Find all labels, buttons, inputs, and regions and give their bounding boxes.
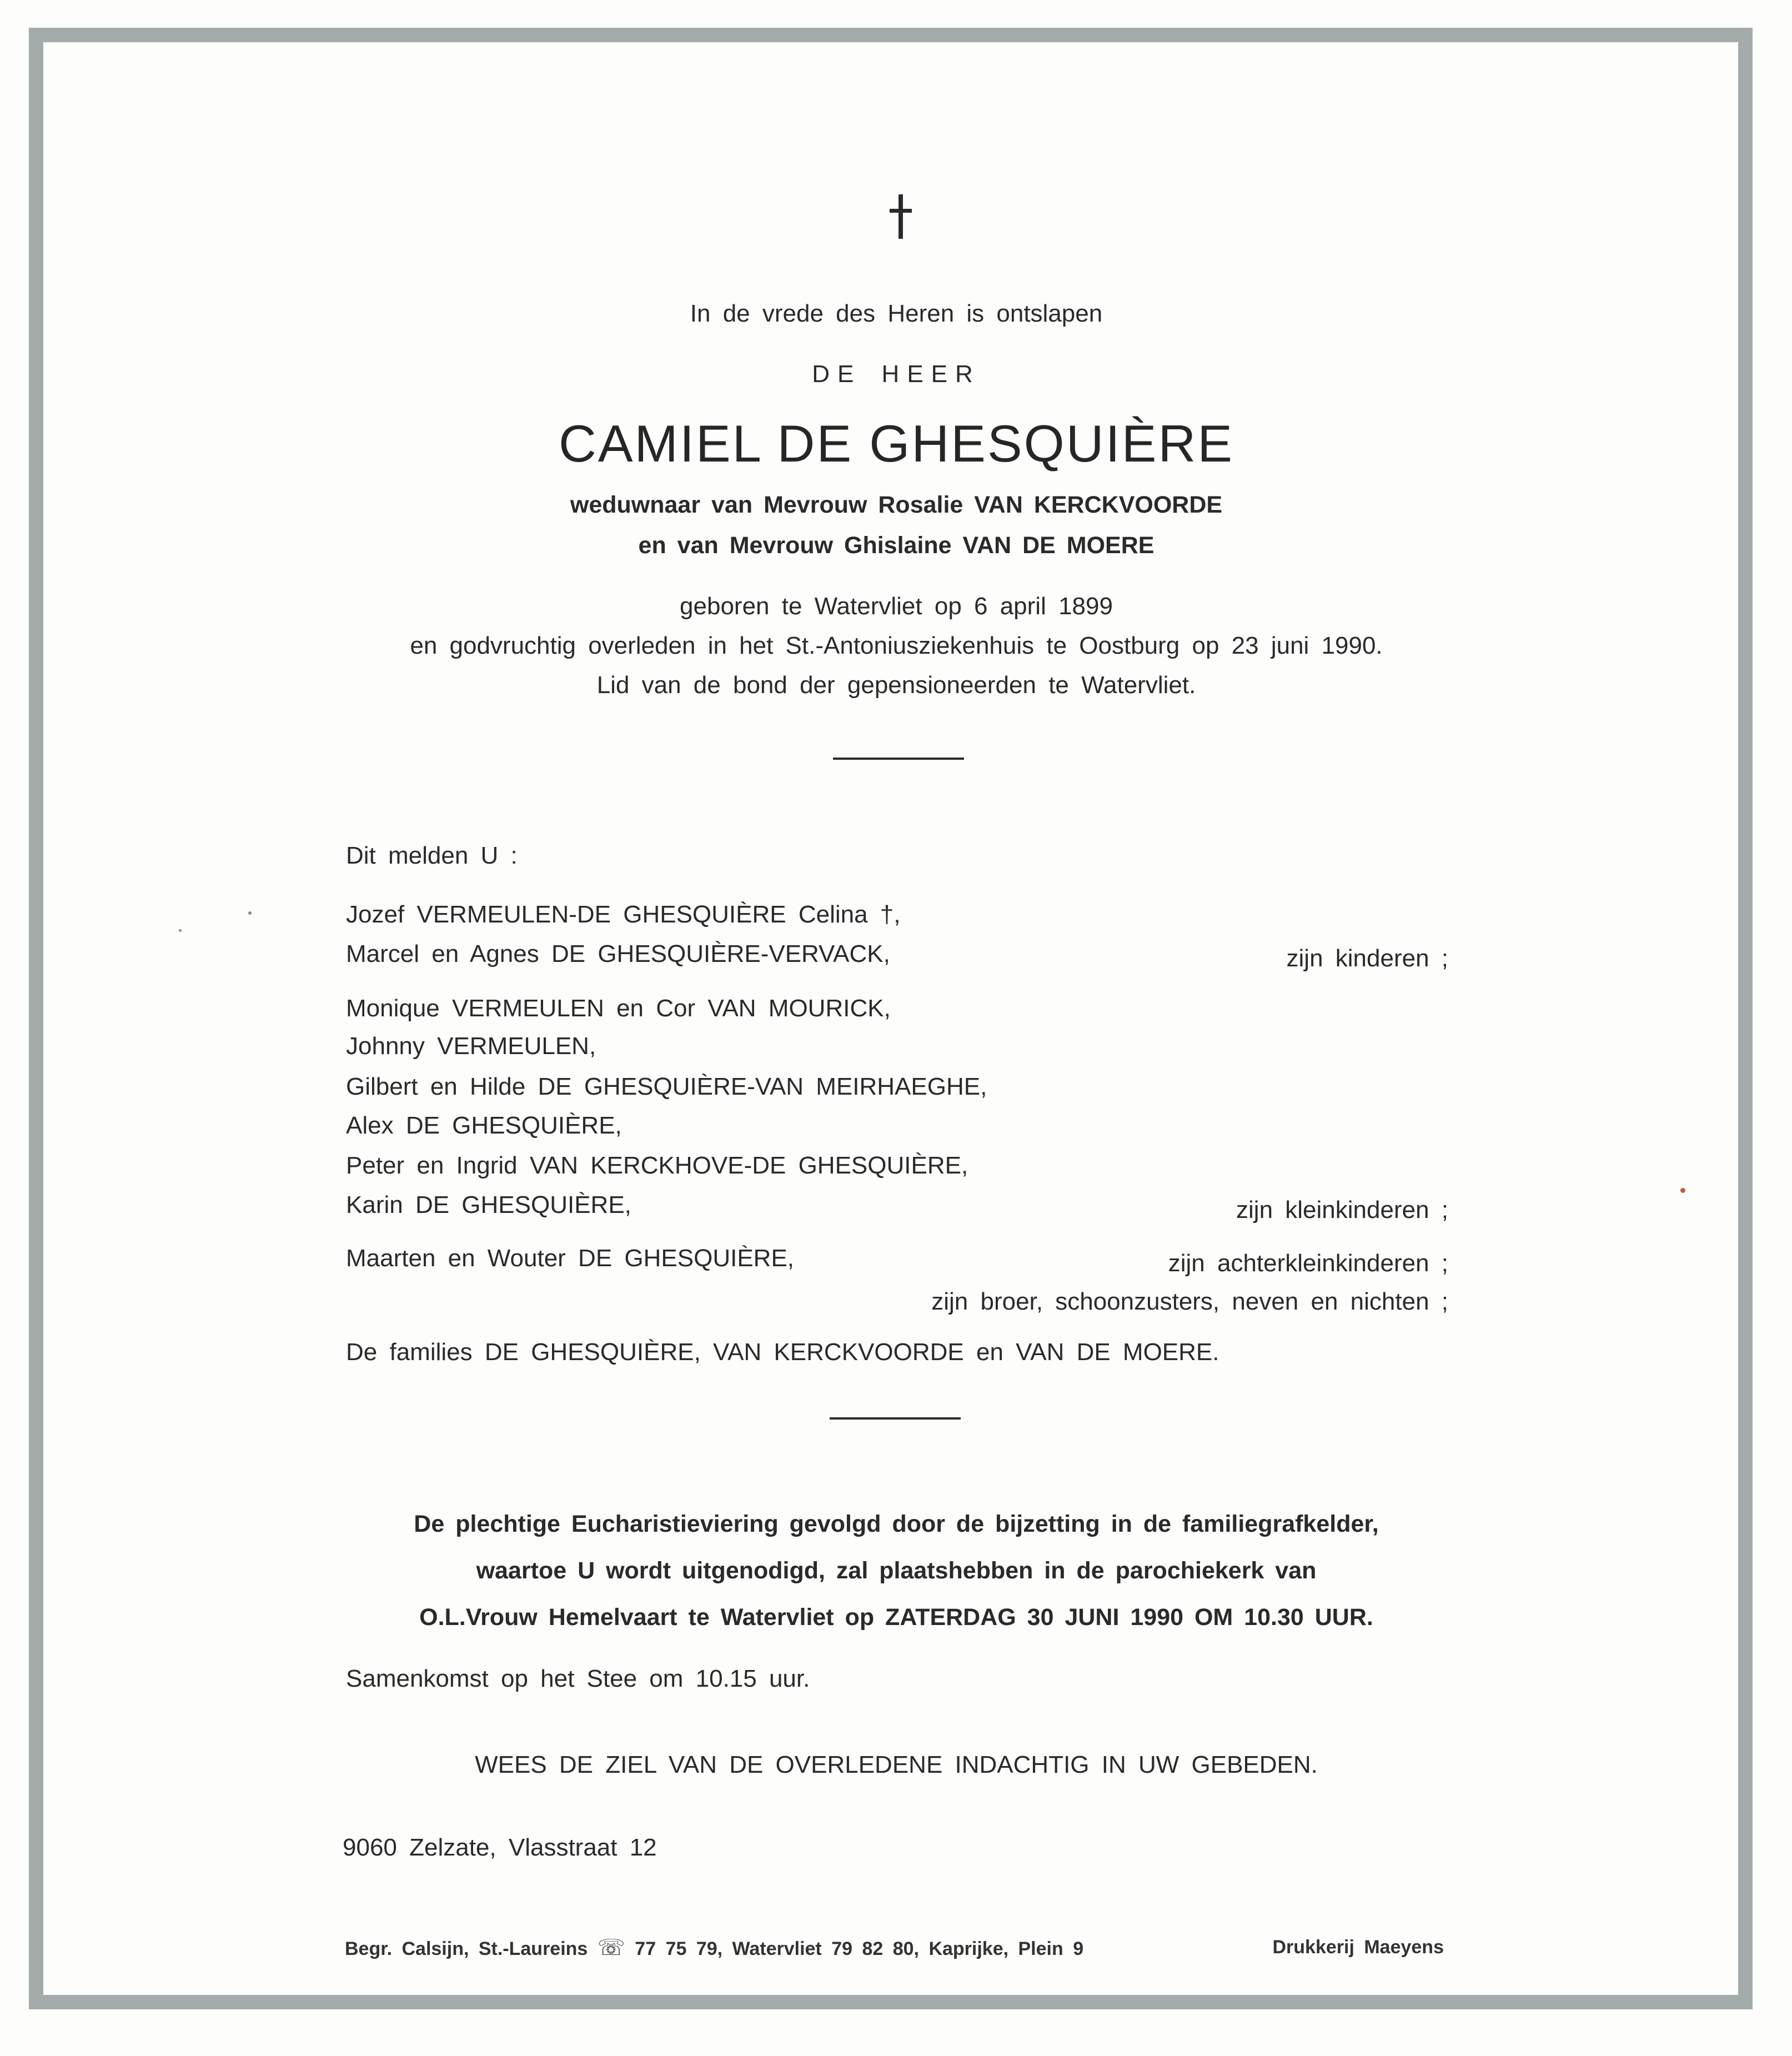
grandchild-entry: Karin DE GHESQUIÈRE, — [346, 1191, 631, 1218]
printer-credit: Drukkerij Maeyens — [1272, 1937, 1444, 1958]
announce-intro: Dit melden U : — [346, 842, 518, 869]
deceased-name: CAMIEL DE GHESQUIÈRE — [558, 414, 1234, 473]
children-label: zijn kinderen ; — [1286, 945, 1448, 972]
divider-bottom — [830, 1417, 961, 1420]
relatives-line: zijn broer, schoonzusters, neven en nichten ; — [931, 1288, 1448, 1315]
intro-line: In de vrede des Heren is ontslapen — [690, 300, 1103, 327]
grandchild-entry: Monique VERMEULEN en Cor VAN MOURICK, — [346, 995, 891, 1022]
child-entry: Jozef VERMEULEN-DE GHESQUIÈRE Celina †, — [346, 901, 901, 928]
title-prefix: DE HEER — [812, 360, 981, 388]
great-grandchild-entry: Maarten en Wouter DE GHESQUIÈRE, — [346, 1245, 795, 1272]
child-entry: Marcel en Agnes DE GHESQUIÈRE-VERVACK, — [346, 940, 890, 967]
telephone-icon: ☏ — [597, 1935, 625, 1960]
grandchild-entry: Peter en Ingrid VAN KERCKHOVE-DE GHESQUIÈRE, — [346, 1152, 968, 1179]
service-line-2: waartoe U wordt uitgenodigd, zal plaatshebben in de parochiekerk van — [476, 1557, 1317, 1584]
membership-line: Lid van de bond der gepensioneerden te Watervliet. — [596, 671, 1196, 699]
undertaker-name: Begr. Calsijn, St.-Laureins — [345, 1938, 588, 1959]
paper-speck — [179, 929, 182, 932]
grandchildren-label: zijn kleinkinderen ; — [1236, 1196, 1448, 1223]
widower-line-1: weduwnaar van Mevrouw Rosalie VAN KERCKVOORDE — [570, 492, 1223, 518]
prayer-line: WEES DE ZIEL VAN DE OVERLEDENE INDACHTIG IN UW GEBEDEN. — [475, 1751, 1318, 1778]
service-line-3: O.L.Vrouw Hemelvaart te Watervliet op ZATERDAG 30 JUNI 1990 OM 10.30 UUR. — [419, 1604, 1373, 1631]
cross-icon-bar — [890, 209, 912, 213]
birth-line: geboren te Watervliet op 6 april 1899 — [680, 593, 1113, 620]
home-address: 9060 Zelzate, Vlasstraat 12 — [343, 1834, 657, 1861]
great-grandchildren-label: zijn achterkleinkinderen ; — [1168, 1250, 1448, 1277]
grandchild-entry: Johnny VERMEULEN, — [346, 1032, 596, 1060]
undertaker-credit — [345, 1937, 1083, 1959]
grandchild-entry: Gilbert en Hilde DE GHESQUIÈRE-VAN MEIRHAEGHE, — [346, 1073, 987, 1100]
paper-speck — [248, 911, 252, 915]
grandchild-entry: Alex DE GHESQUIÈRE, — [346, 1112, 622, 1139]
widower-line-2: en van Mevrouw Ghislaine VAN DE MOERE — [638, 532, 1154, 559]
undertaker-phones: 77 75 79, Watervliet 79 82 80, Kaprijke, Plein 9 — [635, 1938, 1084, 1959]
families-line: De families DE GHESQUIÈRE, VAN KERCKVOORDE en VAN DE MOERE. — [346, 1338, 1219, 1366]
divider-top — [833, 758, 964, 760]
death-line: en godvruchtig overleden in het St.-Antoniusziekenhuis te Oostburg op 23 juni 1990. — [410, 632, 1383, 659]
gathering-line: Samenkomst op het Stee om 10.15 uur. — [346, 1665, 810, 1692]
service-line-1: De plechtige Eucharistieviering gevolgd door de bijzetting in de familiegrafkelder, — [414, 1511, 1379, 1537]
cross-icon-stem — [898, 194, 903, 239]
paper-speck — [1680, 1188, 1685, 1193]
